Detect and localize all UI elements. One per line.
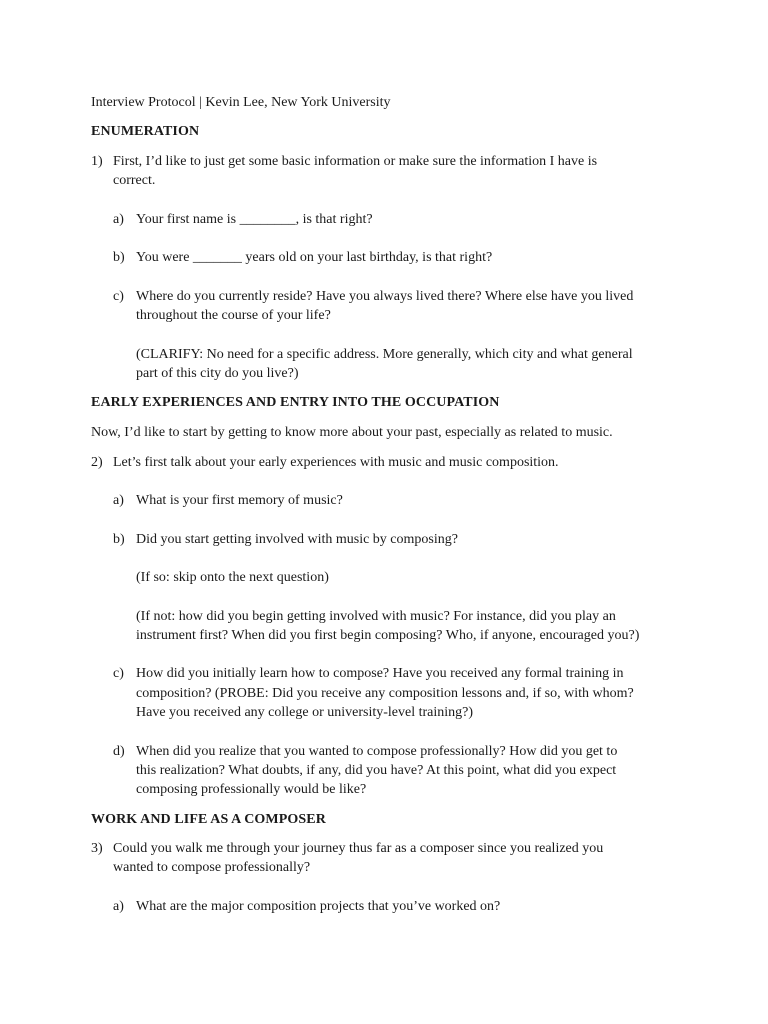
section-heading-enumeration: ENUMERATION	[91, 124, 200, 139]
if-not-note-line: instrument first? When did you first begin composing? Who, if anyone, encouraged you?)	[136, 628, 640, 643]
subquestion-text-line: Have you received any college or university-level training?)	[136, 705, 474, 720]
question-text-line: wanted to compose professionally?	[113, 860, 311, 875]
subquestion-text-line: When did you realize that you wanted to compose professionally? How did you get to	[136, 744, 618, 759]
subquestion-text: Did you start getting involved with music by composing?	[136, 532, 458, 547]
subquestion-label: d)	[113, 744, 125, 759]
clarify-note-line: (CLARIFY: No need for a specific address. More generally, which city and what general	[136, 347, 633, 362]
subquestion-text: What are the major composition projects that you’ve worked on?	[136, 899, 501, 914]
question-text-line: Could you walk me through your journey thus far as a composer since you realized you	[113, 841, 604, 856]
subquestion-label: a)	[113, 899, 124, 914]
clarify-note-line: part of this city do you live?)	[136, 366, 299, 381]
subquestion-label: c)	[113, 289, 124, 304]
subquestion-label: c)	[113, 666, 124, 681]
subquestion-text: What is your first memory of music?	[136, 493, 343, 508]
subquestion-text: You were _______ years old on your last birthday, is that right?	[136, 250, 493, 265]
question-text-line: correct.	[113, 173, 156, 188]
subquestion-label: a)	[113, 493, 124, 508]
subquestion-label: b)	[113, 250, 125, 265]
subquestion-text-line: composition? (PROBE: Did you receive any composition lessons and, if so, with whom?	[136, 686, 634, 701]
question-number: 1)	[91, 154, 103, 169]
section-intro: Now, I’d like to start by getting to know more about your past, especially as related to music.	[91, 425, 613, 440]
subquestion-text-line: How did you initially learn how to compose? Have you received any formal training in	[136, 666, 624, 681]
subquestion-text-line: throughout the course of your life?	[136, 308, 331, 323]
subquestion-text-line: this realization? What doubts, if any, did you have? At this point, what did you expect	[136, 763, 617, 778]
if-so-note: (If so: skip onto the next question)	[136, 570, 329, 585]
question-number: 2)	[91, 455, 103, 470]
subquestion-label: a)	[113, 212, 124, 227]
if-not-note-line: (If not: how did you begin getting involved with music? For instance, did you play an	[136, 609, 616, 624]
section-heading-early-experiences: EARLY EXPERIENCES AND ENTRY INTO THE OCCUPATION	[91, 395, 500, 410]
section-heading-work-and-life: WORK AND LIFE AS A COMPOSER	[91, 812, 326, 827]
subquestion-text-line: composing professionally would be like?	[136, 782, 367, 797]
subquestion-text-line: Where do you currently reside? Have you always lived there? Where else have you lived	[136, 289, 634, 304]
document-header: Interview Protocol | Kevin Lee, New York University	[91, 95, 391, 110]
question-text-line: First, I’d like to just get some basic information or make sure the information I have is	[113, 154, 598, 169]
subquestion-text: Your first name is ________, is that right?	[136, 212, 373, 227]
question-number: 3)	[91, 841, 103, 856]
subquestion-label: b)	[113, 532, 125, 547]
question-text: Let’s first talk about your early experiences with music and music composition.	[113, 455, 559, 470]
